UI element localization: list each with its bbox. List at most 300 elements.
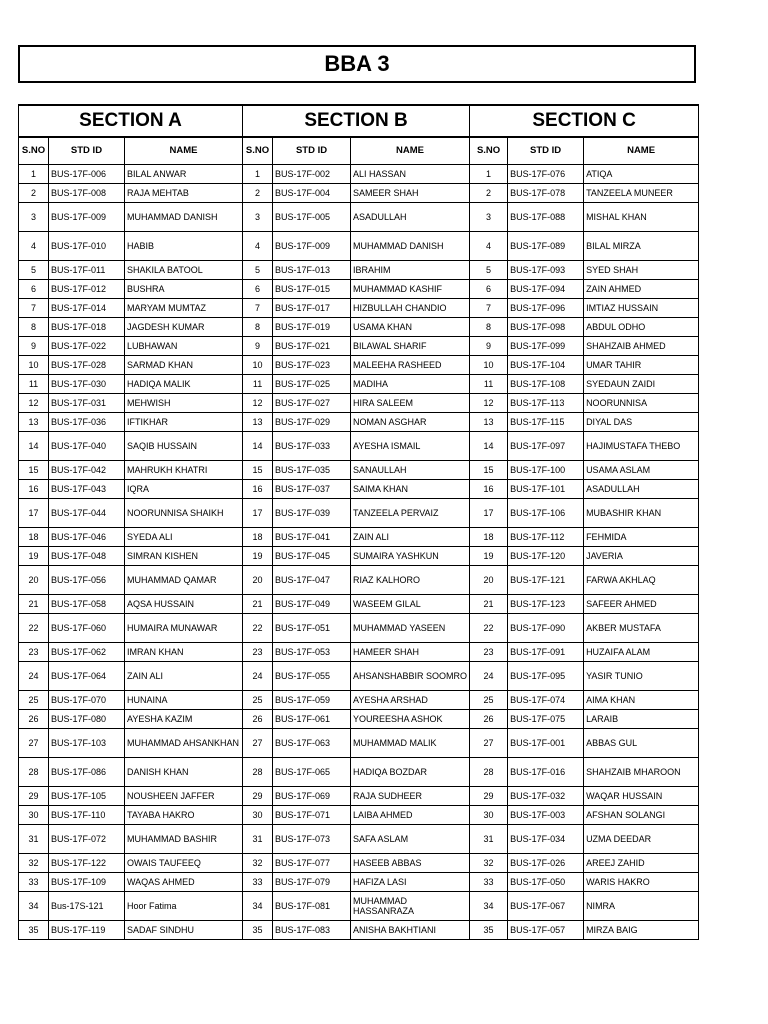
serial-number-cell: 17 [243, 499, 273, 528]
student-name-cell: SHAHZAIB AHMED [584, 337, 699, 356]
student-id-cell: BUS-17F-121 [508, 566, 584, 595]
student-name-cell: NIMRA [584, 892, 699, 921]
student-name-cell: MUHAMMAD KASHIF [351, 280, 470, 299]
serial-number-cell: 35 [470, 921, 508, 940]
student-name-cell: MUBASHIR KHAN [584, 499, 699, 528]
serial-number-cell: 19 [470, 547, 508, 566]
student-name-cell: HADIQA MALIK [125, 375, 243, 394]
student-name-cell: AYESHA KAZIM [125, 710, 243, 729]
serial-number-cell: 1 [243, 165, 273, 184]
student-id-cell: BUS-17F-076 [508, 165, 584, 184]
student-id-cell: Bus-17S-121 [49, 892, 125, 921]
table-row [19, 825, 699, 854]
student-id-cell: BUS-17F-067 [508, 892, 584, 921]
serial-number-cell: 10 [19, 356, 49, 375]
student-name-cell: IMRAN KHAN [125, 643, 243, 662]
serial-number-cell: 15 [19, 461, 49, 480]
student-name-cell: WAQAS AHMED [125, 873, 243, 892]
student-id-cell: BUS-17F-093 [508, 261, 584, 280]
table-row [19, 662, 699, 691]
col-stdid-b: STD ID [273, 137, 351, 165]
student-name-cell: HUMAIRA MUNAWAR [125, 614, 243, 643]
serial-number-cell: 21 [243, 595, 273, 614]
student-id-cell: BUS-17F-056 [49, 566, 125, 595]
student-name-cell: SAIMA KHAN [351, 480, 470, 499]
table-row [19, 356, 699, 375]
serial-number-cell: 15 [470, 461, 508, 480]
table-row [19, 394, 699, 413]
student-name-cell: SHAHZAIB MHAROON [584, 758, 699, 787]
student-name-cell: SHAKILA BATOOL [125, 261, 243, 280]
serial-number-cell: 34 [19, 892, 49, 921]
table-row [19, 318, 699, 337]
student-id-cell: BUS-17F-042 [49, 461, 125, 480]
student-id-cell: BUS-17F-106 [508, 499, 584, 528]
student-name-cell: HASEEB ABBAS [351, 854, 470, 873]
serial-number-cell: 12 [19, 394, 49, 413]
student-id-cell: BUS-17F-094 [508, 280, 584, 299]
student-name-cell: LARAIB [584, 710, 699, 729]
student-id-cell: BUS-17F-012 [49, 280, 125, 299]
student-id-cell: BUS-17F-098 [508, 318, 584, 337]
student-id-cell: BUS-17F-019 [273, 318, 351, 337]
student-roster-table [18, 104, 699, 940]
student-id-cell: BUS-17F-086 [49, 758, 125, 787]
col-stdid-c: STD ID [508, 137, 584, 165]
student-name-cell: SARMAD KHAN [125, 356, 243, 375]
student-id-cell: BUS-17F-058 [49, 595, 125, 614]
student-id-cell: BUS-17F-014 [49, 299, 125, 318]
student-name-cell: MUHAMMAD MALIK [351, 729, 470, 758]
table-row [19, 528, 699, 547]
serial-number-cell: 22 [243, 614, 273, 643]
col-name-a: NAME [125, 137, 243, 165]
serial-number-cell: 24 [19, 662, 49, 691]
serial-number-cell: 24 [243, 662, 273, 691]
serial-number-cell: 9 [470, 337, 508, 356]
serial-number-cell: 9 [19, 337, 49, 356]
student-id-cell: BUS-17F-039 [273, 499, 351, 528]
student-id-cell: BUS-17F-006 [49, 165, 125, 184]
serial-number-cell: 7 [243, 299, 273, 318]
col-sno-a: S.NO [19, 137, 49, 165]
table-row [19, 165, 699, 184]
student-name-cell: SAFEER AHMED [584, 595, 699, 614]
student-name-cell: JAGDESH KUMAR [125, 318, 243, 337]
serial-number-cell: 33 [19, 873, 49, 892]
serial-number-cell: 20 [470, 566, 508, 595]
student-name-cell: HAFIZA LASI [351, 873, 470, 892]
student-id-cell: BUS-17F-022 [49, 337, 125, 356]
student-id-cell: BUS-17F-104 [508, 356, 584, 375]
serial-number-cell: 13 [19, 413, 49, 432]
serial-number-cell: 35 [19, 921, 49, 940]
student-name-cell: BUSHRA [125, 280, 243, 299]
student-id-cell: BUS-17F-069 [273, 787, 351, 806]
student-id-cell: BUS-17F-037 [273, 480, 351, 499]
student-name-cell: USAMA KHAN [351, 318, 470, 337]
serial-number-cell: 29 [243, 787, 273, 806]
student-name-cell: SADAF SINDHU [125, 921, 243, 940]
student-name-cell: WARIS HAKRO [584, 873, 699, 892]
serial-number-cell: 11 [470, 375, 508, 394]
student-id-cell: BUS-17F-105 [49, 787, 125, 806]
student-name-cell: LUBHAWAN [125, 337, 243, 356]
table-row [19, 280, 699, 299]
table-row [19, 184, 699, 203]
student-id-cell: BUS-17F-035 [273, 461, 351, 480]
student-name-cell: AKBER MUSTAFA [584, 614, 699, 643]
student-name-cell: SUMAIRA YASHKUN [351, 547, 470, 566]
student-name-cell: ASADULLAH [351, 203, 470, 232]
student-name-cell: SYED SHAH [584, 261, 699, 280]
serial-number-cell: 14 [243, 432, 273, 461]
serial-number-cell: 7 [470, 299, 508, 318]
serial-number-cell: 26 [243, 710, 273, 729]
serial-number-cell: 20 [19, 566, 49, 595]
student-name-cell: IFTIKHAR [125, 413, 243, 432]
student-name-cell: HIRA SALEEM [351, 394, 470, 413]
student-name-cell: AFSHAN SOLANGI [584, 806, 699, 825]
student-id-cell: BUS-17F-120 [508, 547, 584, 566]
student-id-cell: BUS-17F-009 [273, 232, 351, 261]
student-id-cell: BUS-17F-051 [273, 614, 351, 643]
student-id-cell: BUS-17F-028 [49, 356, 125, 375]
student-id-cell: BUS-17F-009 [49, 203, 125, 232]
student-name-cell: FARWA AKHLAQ [584, 566, 699, 595]
student-name-cell: LAIBA AHMED [351, 806, 470, 825]
student-id-cell: BUS-17F-060 [49, 614, 125, 643]
student-id-cell: BUS-17F-005 [273, 203, 351, 232]
student-id-cell: BUS-17F-090 [508, 614, 584, 643]
student-id-cell: BUS-17F-119 [49, 921, 125, 940]
student-name-cell: ZAIN ALI [125, 662, 243, 691]
student-name-cell: ZAIN AHMED [584, 280, 699, 299]
serial-number-cell: 25 [470, 691, 508, 710]
student-name-cell: BILAL ANWAR [125, 165, 243, 184]
student-name-cell: RAJA SUDHEER [351, 787, 470, 806]
student-name-cell: AIMA KHAN [584, 691, 699, 710]
student-id-cell: BUS-17F-103 [49, 729, 125, 758]
serial-number-cell: 20 [243, 566, 273, 595]
student-id-cell: BUS-17F-032 [508, 787, 584, 806]
student-id-cell: BUS-17F-017 [273, 299, 351, 318]
student-name-cell: ATIQA [584, 165, 699, 184]
student-id-cell: BUS-17F-013 [273, 261, 351, 280]
student-name-cell: Hoor Fatima [125, 892, 243, 921]
serial-number-cell: 23 [470, 643, 508, 662]
student-id-cell: BUS-17F-004 [273, 184, 351, 203]
serial-number-cell: 11 [243, 375, 273, 394]
serial-number-cell: 28 [19, 758, 49, 787]
serial-number-cell: 5 [19, 261, 49, 280]
serial-number-cell: 19 [19, 547, 49, 566]
student-name-cell: WASEEM GILAL [351, 595, 470, 614]
serial-number-cell: 10 [470, 356, 508, 375]
serial-number-cell: 31 [19, 825, 49, 854]
student-name-cell: SAQIB HUSSAIN [125, 432, 243, 461]
table-row [19, 203, 699, 232]
serial-number-cell: 16 [470, 480, 508, 499]
serial-number-cell: 32 [243, 854, 273, 873]
roster-body [19, 165, 699, 940]
table-row [19, 337, 699, 356]
serial-number-cell: 21 [19, 595, 49, 614]
student-id-cell: BUS-17F-034 [508, 825, 584, 854]
student-name-cell: SIMRAN KISHEN [125, 547, 243, 566]
serial-number-cell: 11 [19, 375, 49, 394]
student-id-cell: BUS-17F-061 [273, 710, 351, 729]
column-header-row [19, 137, 699, 165]
student-name-cell: HUZAIFA ALAM [584, 643, 699, 662]
student-id-cell: BUS-17F-080 [49, 710, 125, 729]
serial-number-cell: 29 [19, 787, 49, 806]
student-id-cell: BUS-17F-041 [273, 528, 351, 547]
student-name-cell: RIAZ KALHORO [351, 566, 470, 595]
table-row [19, 461, 699, 480]
student-id-cell: BUS-17F-122 [49, 854, 125, 873]
document-title: BBA 3 [18, 45, 696, 83]
student-name-cell: BILAWAL SHARIF [351, 337, 470, 356]
student-name-cell: AHSANSHABBIR SOOMRO [351, 662, 470, 691]
student-name-cell: TANZEELA PERVAIZ [351, 499, 470, 528]
serial-number-cell: 30 [470, 806, 508, 825]
student-id-cell: BUS-17F-027 [273, 394, 351, 413]
student-name-cell: ALI HASSAN [351, 165, 470, 184]
student-id-cell: BUS-17F-001 [508, 729, 584, 758]
student-name-cell: MUHAMMAD BASHIR [125, 825, 243, 854]
serial-number-cell: 2 [19, 184, 49, 203]
serial-number-cell: 5 [243, 261, 273, 280]
serial-number-cell: 22 [470, 614, 508, 643]
serial-number-cell: 17 [470, 499, 508, 528]
student-id-cell: BUS-17F-062 [49, 643, 125, 662]
student-id-cell: BUS-17F-036 [49, 413, 125, 432]
student-name-cell: FEHMIDA [584, 528, 699, 547]
student-id-cell: BUS-17F-040 [49, 432, 125, 461]
student-id-cell: BUS-17F-072 [49, 825, 125, 854]
student-id-cell: BUS-17F-096 [508, 299, 584, 318]
student-name-cell: NOORUNNISA SHAIKH [125, 499, 243, 528]
serial-number-cell: 27 [243, 729, 273, 758]
student-id-cell: BUS-17F-091 [508, 643, 584, 662]
student-name-cell: WAQAR HUSSAIN [584, 787, 699, 806]
table-row [19, 729, 699, 758]
student-id-cell: BUS-17F-030 [49, 375, 125, 394]
student-name-cell: TAYABA HAKRO [125, 806, 243, 825]
student-id-cell: BUS-17F-021 [273, 337, 351, 356]
student-id-cell: BUS-17F-057 [508, 921, 584, 940]
student-id-cell: BUS-17F-003 [508, 806, 584, 825]
student-id-cell: BUS-17F-031 [49, 394, 125, 413]
serial-number-cell: 17 [19, 499, 49, 528]
student-name-cell: UMAR TAHIR [584, 356, 699, 375]
serial-number-cell: 32 [19, 854, 49, 873]
table-row [19, 691, 699, 710]
student-name-cell: HADIQA BOZDAR [351, 758, 470, 787]
table-row [19, 710, 699, 729]
serial-number-cell: 8 [243, 318, 273, 337]
serial-number-cell: 5 [470, 261, 508, 280]
student-id-cell: BUS-17F-033 [273, 432, 351, 461]
student-id-cell: BUS-17F-029 [273, 413, 351, 432]
col-sno-c: S.NO [470, 137, 508, 165]
table-row [19, 413, 699, 432]
serial-number-cell: 22 [19, 614, 49, 643]
student-id-cell: BUS-17F-109 [49, 873, 125, 892]
serial-number-cell: 12 [470, 394, 508, 413]
student-id-cell: BUS-17F-043 [49, 480, 125, 499]
student-name-cell: JAVERIA [584, 547, 699, 566]
serial-number-cell: 9 [243, 337, 273, 356]
serial-number-cell: 3 [470, 203, 508, 232]
serial-number-cell: 2 [470, 184, 508, 203]
serial-number-cell: 29 [470, 787, 508, 806]
serial-number-cell: 26 [19, 710, 49, 729]
student-id-cell: BUS-17F-018 [49, 318, 125, 337]
student-name-cell: RAJA MEHTAB [125, 184, 243, 203]
serial-number-cell: 19 [243, 547, 273, 566]
table-row [19, 547, 699, 566]
student-name-cell: HAMEER SHAH [351, 643, 470, 662]
serial-number-cell: 14 [470, 432, 508, 461]
student-id-cell: BUS-17F-079 [273, 873, 351, 892]
serial-number-cell: 14 [19, 432, 49, 461]
student-id-cell: BUS-17F-083 [273, 921, 351, 940]
serial-number-cell: 31 [243, 825, 273, 854]
serial-number-cell: 25 [19, 691, 49, 710]
student-name-cell: HIZBULLAH CHANDIO [351, 299, 470, 318]
table-row [19, 299, 699, 318]
student-id-cell: BUS-17F-070 [49, 691, 125, 710]
student-id-cell: BUS-17F-047 [273, 566, 351, 595]
student-name-cell: YOUREESHA ASHOK [351, 710, 470, 729]
serial-number-cell: 2 [243, 184, 273, 203]
student-id-cell: BUS-17F-097 [508, 432, 584, 461]
student-name-cell: ASADULLAH [584, 480, 699, 499]
student-id-cell: BUS-17F-095 [508, 662, 584, 691]
student-id-cell: BUS-17F-115 [508, 413, 584, 432]
serial-number-cell: 31 [470, 825, 508, 854]
student-name-cell: SYEDA ALI [125, 528, 243, 547]
serial-number-cell: 25 [243, 691, 273, 710]
student-id-cell: BUS-17F-055 [273, 662, 351, 691]
student-name-cell: ABBAS GUL [584, 729, 699, 758]
table-row [19, 921, 699, 940]
serial-number-cell: 27 [470, 729, 508, 758]
serial-number-cell: 13 [243, 413, 273, 432]
student-id-cell: BUS-17F-071 [273, 806, 351, 825]
student-id-cell: BUS-17F-044 [49, 499, 125, 528]
student-id-cell: BUS-17F-073 [273, 825, 351, 854]
table-row [19, 854, 699, 873]
student-id-cell: BUS-17F-046 [49, 528, 125, 547]
student-name-cell: HABIB [125, 232, 243, 261]
student-name-cell: MUHAMMAD YASEEN [351, 614, 470, 643]
student-name-cell: NOORUNNISA [584, 394, 699, 413]
serial-number-cell: 18 [243, 528, 273, 547]
student-name-cell: USAMA ASLAM [584, 461, 699, 480]
table-row [19, 261, 699, 280]
serial-number-cell: 3 [243, 203, 273, 232]
student-name-cell: MUHAMMAD DANISH [351, 232, 470, 261]
student-name-cell: AYESHA ARSHAD [351, 691, 470, 710]
student-name-cell: BILAL MIRZA [584, 232, 699, 261]
student-name-cell: ZAIN ALI [351, 528, 470, 547]
serial-number-cell: 1 [19, 165, 49, 184]
serial-number-cell: 1 [470, 165, 508, 184]
student-id-cell: BUS-17F-023 [273, 356, 351, 375]
serial-number-cell: 21 [470, 595, 508, 614]
student-id-cell: BUS-17F-015 [273, 280, 351, 299]
serial-number-cell: 30 [19, 806, 49, 825]
student-name-cell: YASIR TUNIO [584, 662, 699, 691]
table-row [19, 566, 699, 595]
student-name-cell: DIYAL DAS [584, 413, 699, 432]
student-name-cell: MIRZA BAIG [584, 921, 699, 940]
serial-number-cell: 6 [470, 280, 508, 299]
student-id-cell: BUS-17F-113 [508, 394, 584, 413]
student-name-cell: SANAULLAH [351, 461, 470, 480]
student-name-cell: SYEDAUN ZAIDI [584, 375, 699, 394]
student-name-cell: HUNAINA [125, 691, 243, 710]
student-name-cell: MUHAMMAD QAMAR [125, 566, 243, 595]
student-name-cell: MUHAMMAD AHSANKHAN [125, 729, 243, 758]
student-name-cell: IMTIAZ HUSSAIN [584, 299, 699, 318]
student-id-cell: BUS-17F-110 [49, 806, 125, 825]
student-id-cell: BUS-17F-016 [508, 758, 584, 787]
table-row [19, 480, 699, 499]
student-id-cell: BUS-17F-049 [273, 595, 351, 614]
serial-number-cell: 7 [19, 299, 49, 318]
table-row [19, 643, 699, 662]
student-id-cell: BUS-17F-088 [508, 203, 584, 232]
serial-number-cell: 23 [19, 643, 49, 662]
serial-number-cell: 4 [19, 232, 49, 261]
table-row [19, 375, 699, 394]
serial-number-cell: 28 [470, 758, 508, 787]
col-stdid-a: STD ID [49, 137, 125, 165]
student-name-cell: MARYAM MUMTAZ [125, 299, 243, 318]
student-id-cell: BUS-17F-002 [273, 165, 351, 184]
student-name-cell: ANISHA BAKHTIANI [351, 921, 470, 940]
student-name-cell: MAHRUKH KHATRI [125, 461, 243, 480]
serial-number-cell: 15 [243, 461, 273, 480]
student-id-cell: BUS-17F-081 [273, 892, 351, 921]
student-name-cell: DANISH KHAN [125, 758, 243, 787]
table-row [19, 892, 699, 921]
student-id-cell: BUS-17F-010 [49, 232, 125, 261]
student-name-cell: IBRAHIM [351, 261, 470, 280]
serial-number-cell: 16 [243, 480, 273, 499]
table-row [19, 232, 699, 261]
student-name-cell: AREEJ ZAHID [584, 854, 699, 873]
student-id-cell: BUS-17F-065 [273, 758, 351, 787]
serial-number-cell: 6 [243, 280, 273, 299]
student-id-cell: BUS-17F-100 [508, 461, 584, 480]
serial-number-cell: 13 [470, 413, 508, 432]
student-name-cell: AYESHA ISMAIL [351, 432, 470, 461]
serial-number-cell: 8 [19, 318, 49, 337]
serial-number-cell: 26 [470, 710, 508, 729]
section-c-title: SECTION C [470, 105, 699, 137]
student-name-cell: ABDUL ODHO [584, 318, 699, 337]
serial-number-cell: 30 [243, 806, 273, 825]
student-name-cell: MISHAL KHAN [584, 203, 699, 232]
student-name-cell: NOMAN ASGHAR [351, 413, 470, 432]
student-id-cell: BUS-17F-108 [508, 375, 584, 394]
table-row [19, 614, 699, 643]
